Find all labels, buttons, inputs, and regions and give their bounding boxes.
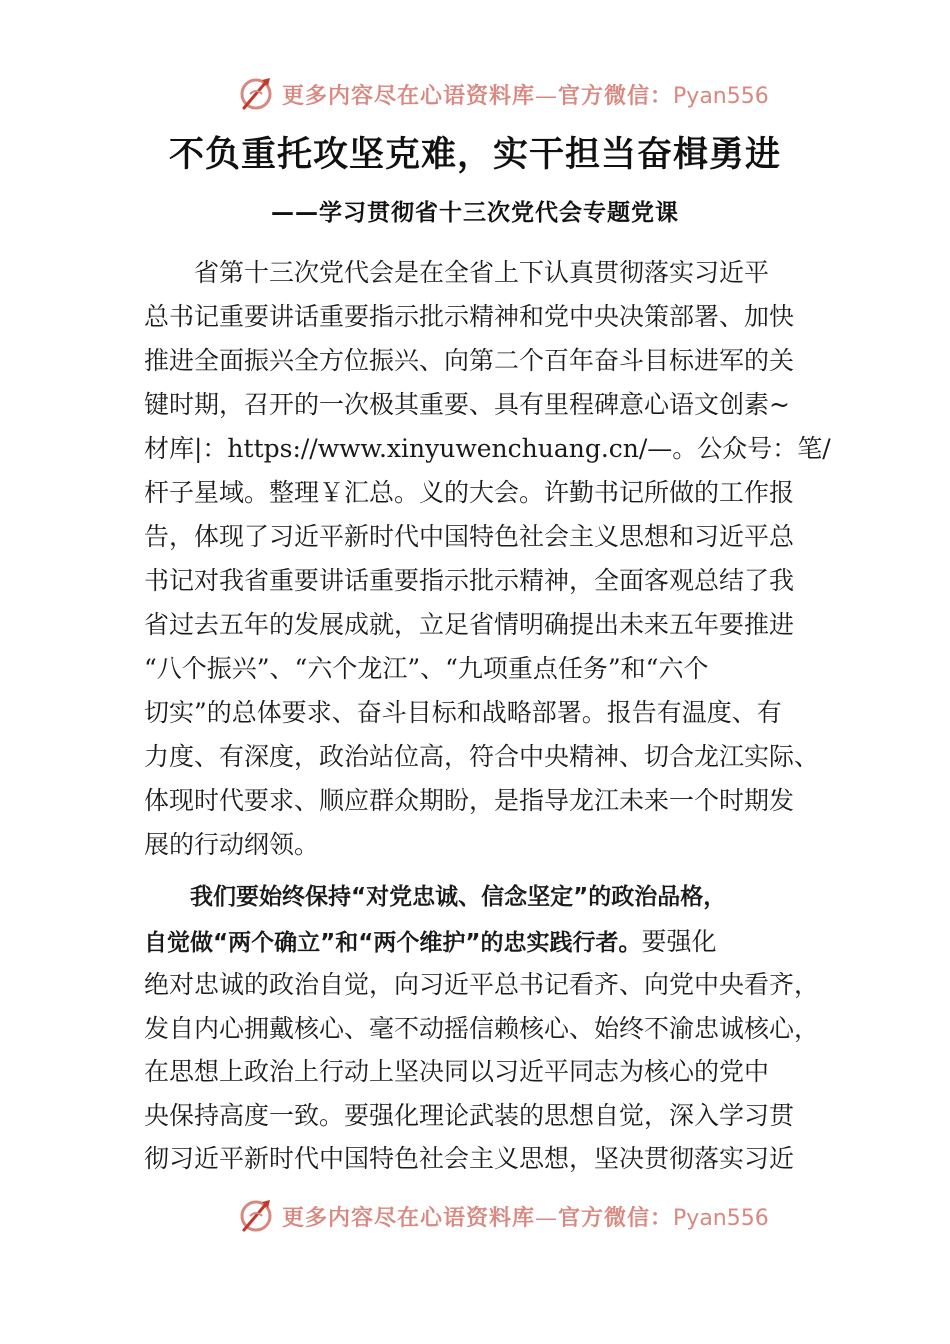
text-line: 总书记重要讲话重要指示批示精神和党中央决策部署、加快 [144,302,795,331]
document-subtitle: ——学习贯彻省十三次党代会专题党课 [271,200,679,226]
text-line [144,920,834,964]
text-line: 告，体现了习近平新时代中国特色社会主义思想和习近平总 [144,522,795,551]
bold-lead-line: 我们要始终保持“对党忠诚、信念坚定”的政治品格， [144,884,727,910]
text-line: 发自内心拥戴核心、毫不动摇信赖核心、始终不渝忠诚核心， [144,1013,820,1043]
paragraph-1 [144,251,834,867]
text-line: 力度、有深度，政治站位高，符合中央精神、切合龙江实际、 [144,742,820,771]
document-title: 不负重托攻坚克难，实干担当奋楫勇进 [168,135,781,175]
text-line: 省第十三次党代会是在全省上下认真贯彻落实习近平 [144,258,770,287]
watermark-text: 更多内容尽在心语资料库—官方微信：Pyan556 [282,1204,769,1231]
text-line: 绝对忠诚的政治自觉，向习近平总书记看齐、向党中央看齐， [144,970,820,999]
header-watermark [236,72,769,116]
text-line: 央保持高度一致。要强化理论武装的思想自觉，深入学习贯 [144,1100,795,1130]
text-line: 书记对我省重要讲话重要指示批示精神，全面客观总结了我 [144,566,795,595]
text-line: 体现时代要求、顺应群众期盼，是指导龙江未来一个时期发 [144,786,795,815]
run-tail: 要强化 [641,926,717,956]
text-line: 展的行动纲领。 [144,830,320,859]
footer-watermark [236,1194,769,1238]
watermark-text: 更多内容尽在心语资料库—官方微信：Pyan556 [282,82,769,109]
text-line: “八个振兴”、“六个龙江”、“九项重点任务”和“六个 [144,654,709,683]
paragraph-2 [144,876,834,1181]
text-line: 杆子星域。整理￥汇总。义的大会。许勤书记所做的工作报 [144,478,795,507]
pen-logo-icon [236,1196,276,1236]
text-line: 键时期，召开的一次极其重要、具有里程碑意心语文创素~ [144,390,790,419]
text-line: 在思想上政治上行动上坚决同以习近平同志为核心的党中 [144,1057,770,1086]
text-line: 推进全面振兴全方位振兴、向第二个百年奋斗目标进军的关 [144,346,795,375]
pen-logo-icon [236,74,276,114]
text-line: 切实”的总体要求、奋斗目标和战略部署。报告有温度、有 [144,698,782,727]
bold-run: 自觉做“两个确立”和“两个维护”的忠实践行者。 [144,929,642,956]
text-line: 省过去五年的发展成就，立足省情明确提出未来五年要推进 [144,610,795,639]
text-line: 彻习近平新时代中国特色社会主义思想，坚决贯彻落实习近 [144,1144,795,1173]
text-line: 材库|：https://www.xinyuwenchuang.cn/—。公众号：笔/ [144,434,831,463]
